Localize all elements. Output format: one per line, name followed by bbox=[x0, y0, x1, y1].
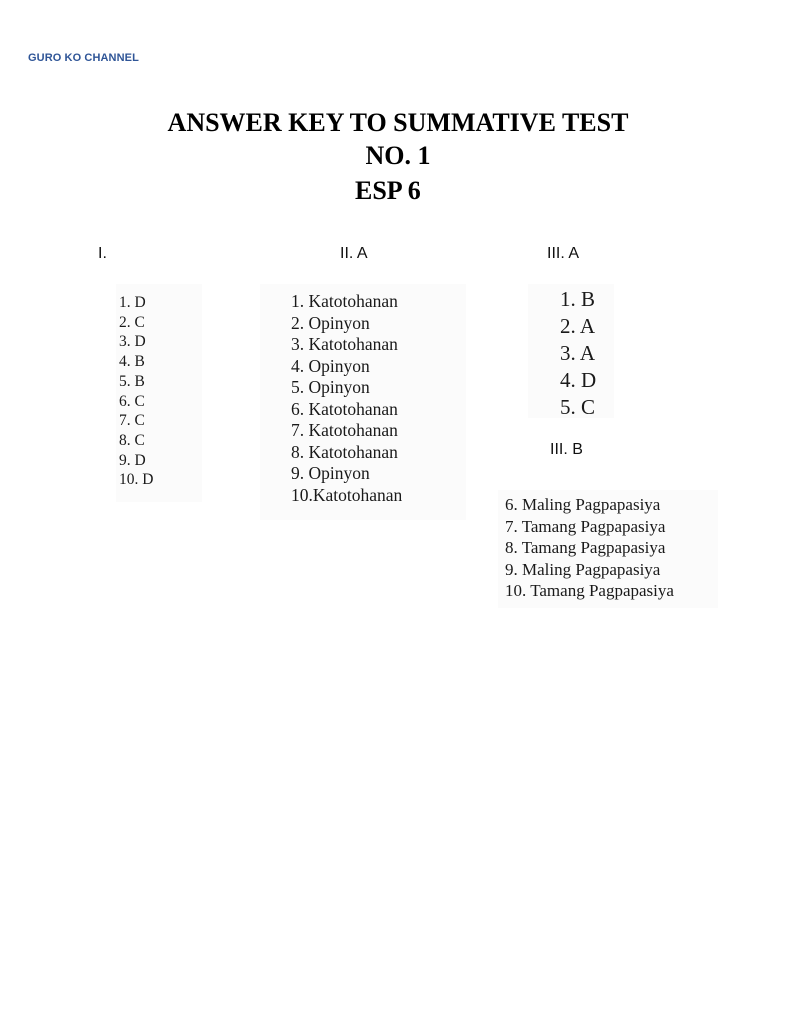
channel-brand: GURO KO CHANNEL bbox=[28, 52, 139, 64]
answer-item: 3. A bbox=[560, 341, 596, 365]
answer-list-section-1 bbox=[116, 284, 202, 502]
answer-item: 10.Katotohanan bbox=[291, 484, 403, 505]
answer-item: 10. Tamang Pagpapasiya bbox=[505, 581, 674, 600]
answer-list-section-3b bbox=[498, 490, 718, 608]
answer-item: 6. Katotohanan bbox=[291, 398, 398, 419]
section-label-3a: III. A bbox=[547, 245, 580, 262]
answer-item: 3. Katotohanan bbox=[291, 334, 398, 354]
section-label-3b: III. B bbox=[550, 441, 583, 458]
answer-item: 4. D bbox=[560, 368, 597, 392]
answer-item: 6. Maling Pagpapasiya bbox=[505, 495, 661, 514]
answer-item: 5. C bbox=[560, 395, 596, 419]
title-line-2: NO. 1 bbox=[365, 141, 431, 170]
answer-item: 2. A bbox=[560, 314, 596, 338]
section-label-1: I. bbox=[98, 245, 107, 262]
title-line-3: ESP 6 bbox=[355, 176, 421, 205]
answer-item: 9. Opinyon bbox=[291, 463, 370, 483]
answer-item: 8. Tamang Pagpapasiya bbox=[505, 538, 666, 557]
answer-item: 2. C bbox=[119, 313, 145, 331]
answer-list-section-3a bbox=[528, 284, 614, 418]
answer-item: 6. C bbox=[119, 392, 145, 410]
answer-item: 9. D bbox=[119, 451, 146, 469]
answer-item: 1. B bbox=[560, 287, 596, 311]
answer-item: 1. D bbox=[119, 294, 146, 311]
answer-list-section-2a bbox=[260, 284, 466, 520]
answer-item: 10. D bbox=[119, 471, 154, 489]
page-title bbox=[0, 106, 796, 172]
title-line-3-clipped bbox=[355, 176, 445, 205]
answer-item: 2. Opinyon bbox=[291, 312, 370, 333]
answer-item: 1. Katotohanan bbox=[291, 291, 398, 311]
answer-item: 5. B bbox=[119, 372, 145, 390]
answer-item: 7. Tamang Pagpapasiya bbox=[505, 516, 666, 536]
answer-item: 9. Maling Pagpapasiya bbox=[505, 559, 661, 579]
answer-item: 7. Katotohanan bbox=[291, 420, 398, 440]
answer-item: 3. D bbox=[119, 333, 146, 351]
section-label-2a: II. A bbox=[340, 245, 368, 262]
title-line-1: ANSWER KEY TO SUMMATIVE TEST bbox=[167, 108, 629, 137]
answer-item: 8. Katotohanan bbox=[291, 441, 398, 462]
answer-item: 4. Opinyon bbox=[291, 355, 370, 376]
answer-item: 5. Opinyon bbox=[291, 377, 370, 397]
answer-item: 8. C bbox=[119, 431, 145, 449]
answer-item: 4. B bbox=[119, 353, 145, 371]
answer-item: 7. C bbox=[119, 412, 145, 430]
